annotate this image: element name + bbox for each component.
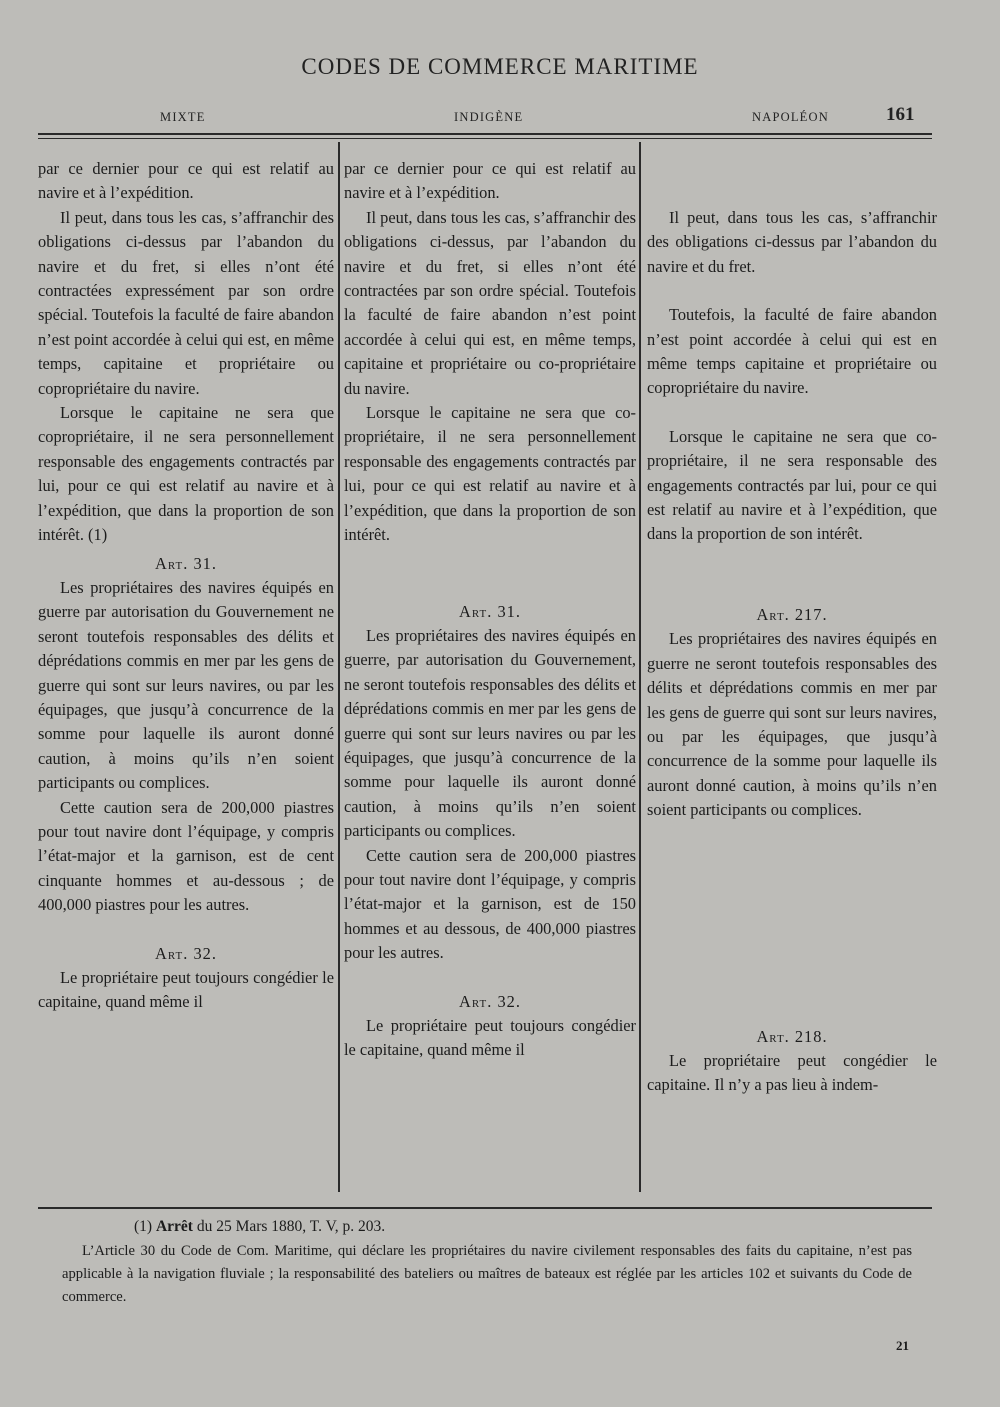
paragraph: Les propriétaires des navires équipés en guerre ne seront toutefois responsables des délits et déprédations commis en mer par les gens de guerre qui sont sur leurs navires, ou par les équipages, que jusqu’à concurrence de la somme pour laquelle ils auront donné caution, à moins qu’ils n’en soient participants ou complices. bbox=[647, 629, 937, 820]
column-divider-2 bbox=[639, 142, 641, 1192]
column-heading-mixte: MIXTE bbox=[160, 110, 206, 124]
paragraph: Il peut, dans tous les cas, s’affranchir des obligations ci-dessus par l’abandon du navire et du fret, si elles n’ont été contractées expressément par son ordre spécial. Toutefois la faculté de faire abandon n’est point accordée à celui qui est, en même temps, capitaine et propriétaire ou copropriétaire du navire. bbox=[38, 207, 334, 398]
footnote-rule bbox=[38, 1207, 932, 1209]
article-heading: Art. 32. bbox=[459, 991, 521, 1011]
footnote-reference bbox=[134, 1218, 385, 1236]
paragraph: Lorsque le capitaine ne sera que co-propriétaire, il ne sera personnellement responsable des engagements contractés par lui, pour ce qui est relatif au navire et à l’expédition, que dans la proportion de son intérêt. bbox=[344, 403, 636, 545]
paragraph: par ce dernier pour ce qui est relatif au navire et à l’expédition. bbox=[38, 159, 334, 203]
paragraph: Le propriétaire peut toujours congédier le capitaine, quand même il bbox=[38, 968, 334, 1012]
paragraph: Toutefois, la faculté de faire abandon n’est point accordée à celui qui est en même temps capitaine et propriétaire ou copropriétaire du navire. bbox=[647, 305, 937, 398]
paragraph: par ce dernier pour ce qui est relatif au navire et à l’expédition. bbox=[344, 159, 636, 203]
paragraph: Cette caution sera de 200,000 piastres pour tout navire dont l’équipage, y compris l’état-major et la garnison, est de 150 hommes et au dessous, de 400,000 piastres pour les autres. bbox=[344, 845, 636, 963]
footnote-bold-word: Arrêt bbox=[155, 1218, 193, 1235]
page-title: CODES DE COMMERCE MARITIME bbox=[301, 54, 699, 79]
paragraph: Les propriétaires des navires équipés en guerre, par autorisation du Gouvernement, ne seront toutefois responsables des délits et déprédations commis en mer par les gens de guerre qui sont sur leurs navires ou par les équipages, que jusqu’à concurrence de la somme pour laquelle ils auront donné caution, à moins qu’ils n’en soient participants ou complices. bbox=[344, 625, 636, 841]
paragraph: Il peut, dans tous les cas, s’affranchir des obligations ci-dessus par l’abandon du navire et du fret. bbox=[647, 208, 937, 276]
article-heading: Art. 217. bbox=[756, 604, 828, 624]
paragraph: Les propriétaires des navires équipés en guerre par autorisation du Gouvernement ne seront toutefois responsables des délits et déprédations commis en mer par les gens de guerre qui sont sur leurs navires, ou par les équipages, que jusqu’à concurrence de la somme pour laquelle ils auront donné caution, à moins qu’ils n’en soient participants ou complices. bbox=[38, 577, 334, 793]
footnote-marker: (1) bbox=[134, 1218, 153, 1235]
column-mixte bbox=[38, 157, 334, 1197]
article-heading: Art. 31. bbox=[459, 601, 521, 621]
paragraph: Lorsque le capitaine ne sera que co-propriétaire, il ne sera responsable des engagements contractés par lui, pour ce qui est relatif au navire et à l’expédition, que dans la proportion de son intérêt. bbox=[647, 426, 937, 544]
article-heading: Art. 218. bbox=[756, 1026, 828, 1046]
column-indigene bbox=[344, 157, 636, 1197]
column-heading-indigene: INDIGÈNE bbox=[454, 110, 524, 124]
paragraph: Lorsque le capitaine ne sera que copropriétaire, il ne sera personnellement responsable des engagements contractés par lui, pour ce qui est relatif au navire et à l’expédition, que dans la proportion de son intérêt. (1) bbox=[38, 403, 334, 545]
article-heading: Art. 31. bbox=[155, 553, 217, 573]
paragraph: Il peut, dans tous les cas, s’affranchir des obligations ci-dessus, par l’abandon du navire et du fret, si elles n’ont été contractées par son ordre spécial. Toutefois la faculté de faire abandon n’est point accordée à celui qui est, en même temps, capitaine et propriétaire ou co-propriétaire du navire. bbox=[344, 207, 636, 398]
footnote-citation: du 25 Mars 1880, T. V, p. 203. bbox=[196, 1218, 386, 1235]
footnote-text: L’Article 30 du Code de Com. Maritime, qui déclare les propriétaires du navire civilement responsables des faits du capitaine, n’est pas applicable à la navigation fluviale ; la responsabilité des bateliers ou maîtres de bateaux est réglée par les articles 102 et suivants du Code de commerce. bbox=[62, 1243, 912, 1305]
column-divider-1 bbox=[338, 142, 340, 1192]
article-heading: Art. 32. bbox=[155, 943, 217, 963]
paragraph: Le propriétaire peut toujours congédier le capitaine, quand même il bbox=[344, 1016, 636, 1060]
header-rule-top bbox=[38, 133, 932, 135]
header-rule-bottom bbox=[38, 138, 932, 139]
paragraph: Cette caution sera de 200,000 piastres pour tout navire dont l’équipage, y compris l’état-major et la garnison, est de cent cinquante hommes et au-dessous ; de 400,000 piastres pour les autres. bbox=[38, 797, 334, 915]
column-napoleon bbox=[647, 157, 937, 1197]
signature-mark: 21 bbox=[896, 1338, 909, 1353]
column-heading-napoleon: NAPOLÉON bbox=[752, 110, 829, 124]
page-number: 161 bbox=[886, 104, 915, 125]
paragraph: Le propriétaire peut congédier le capitaine. Il n’y a pas lieu à indem- bbox=[647, 1050, 937, 1095]
